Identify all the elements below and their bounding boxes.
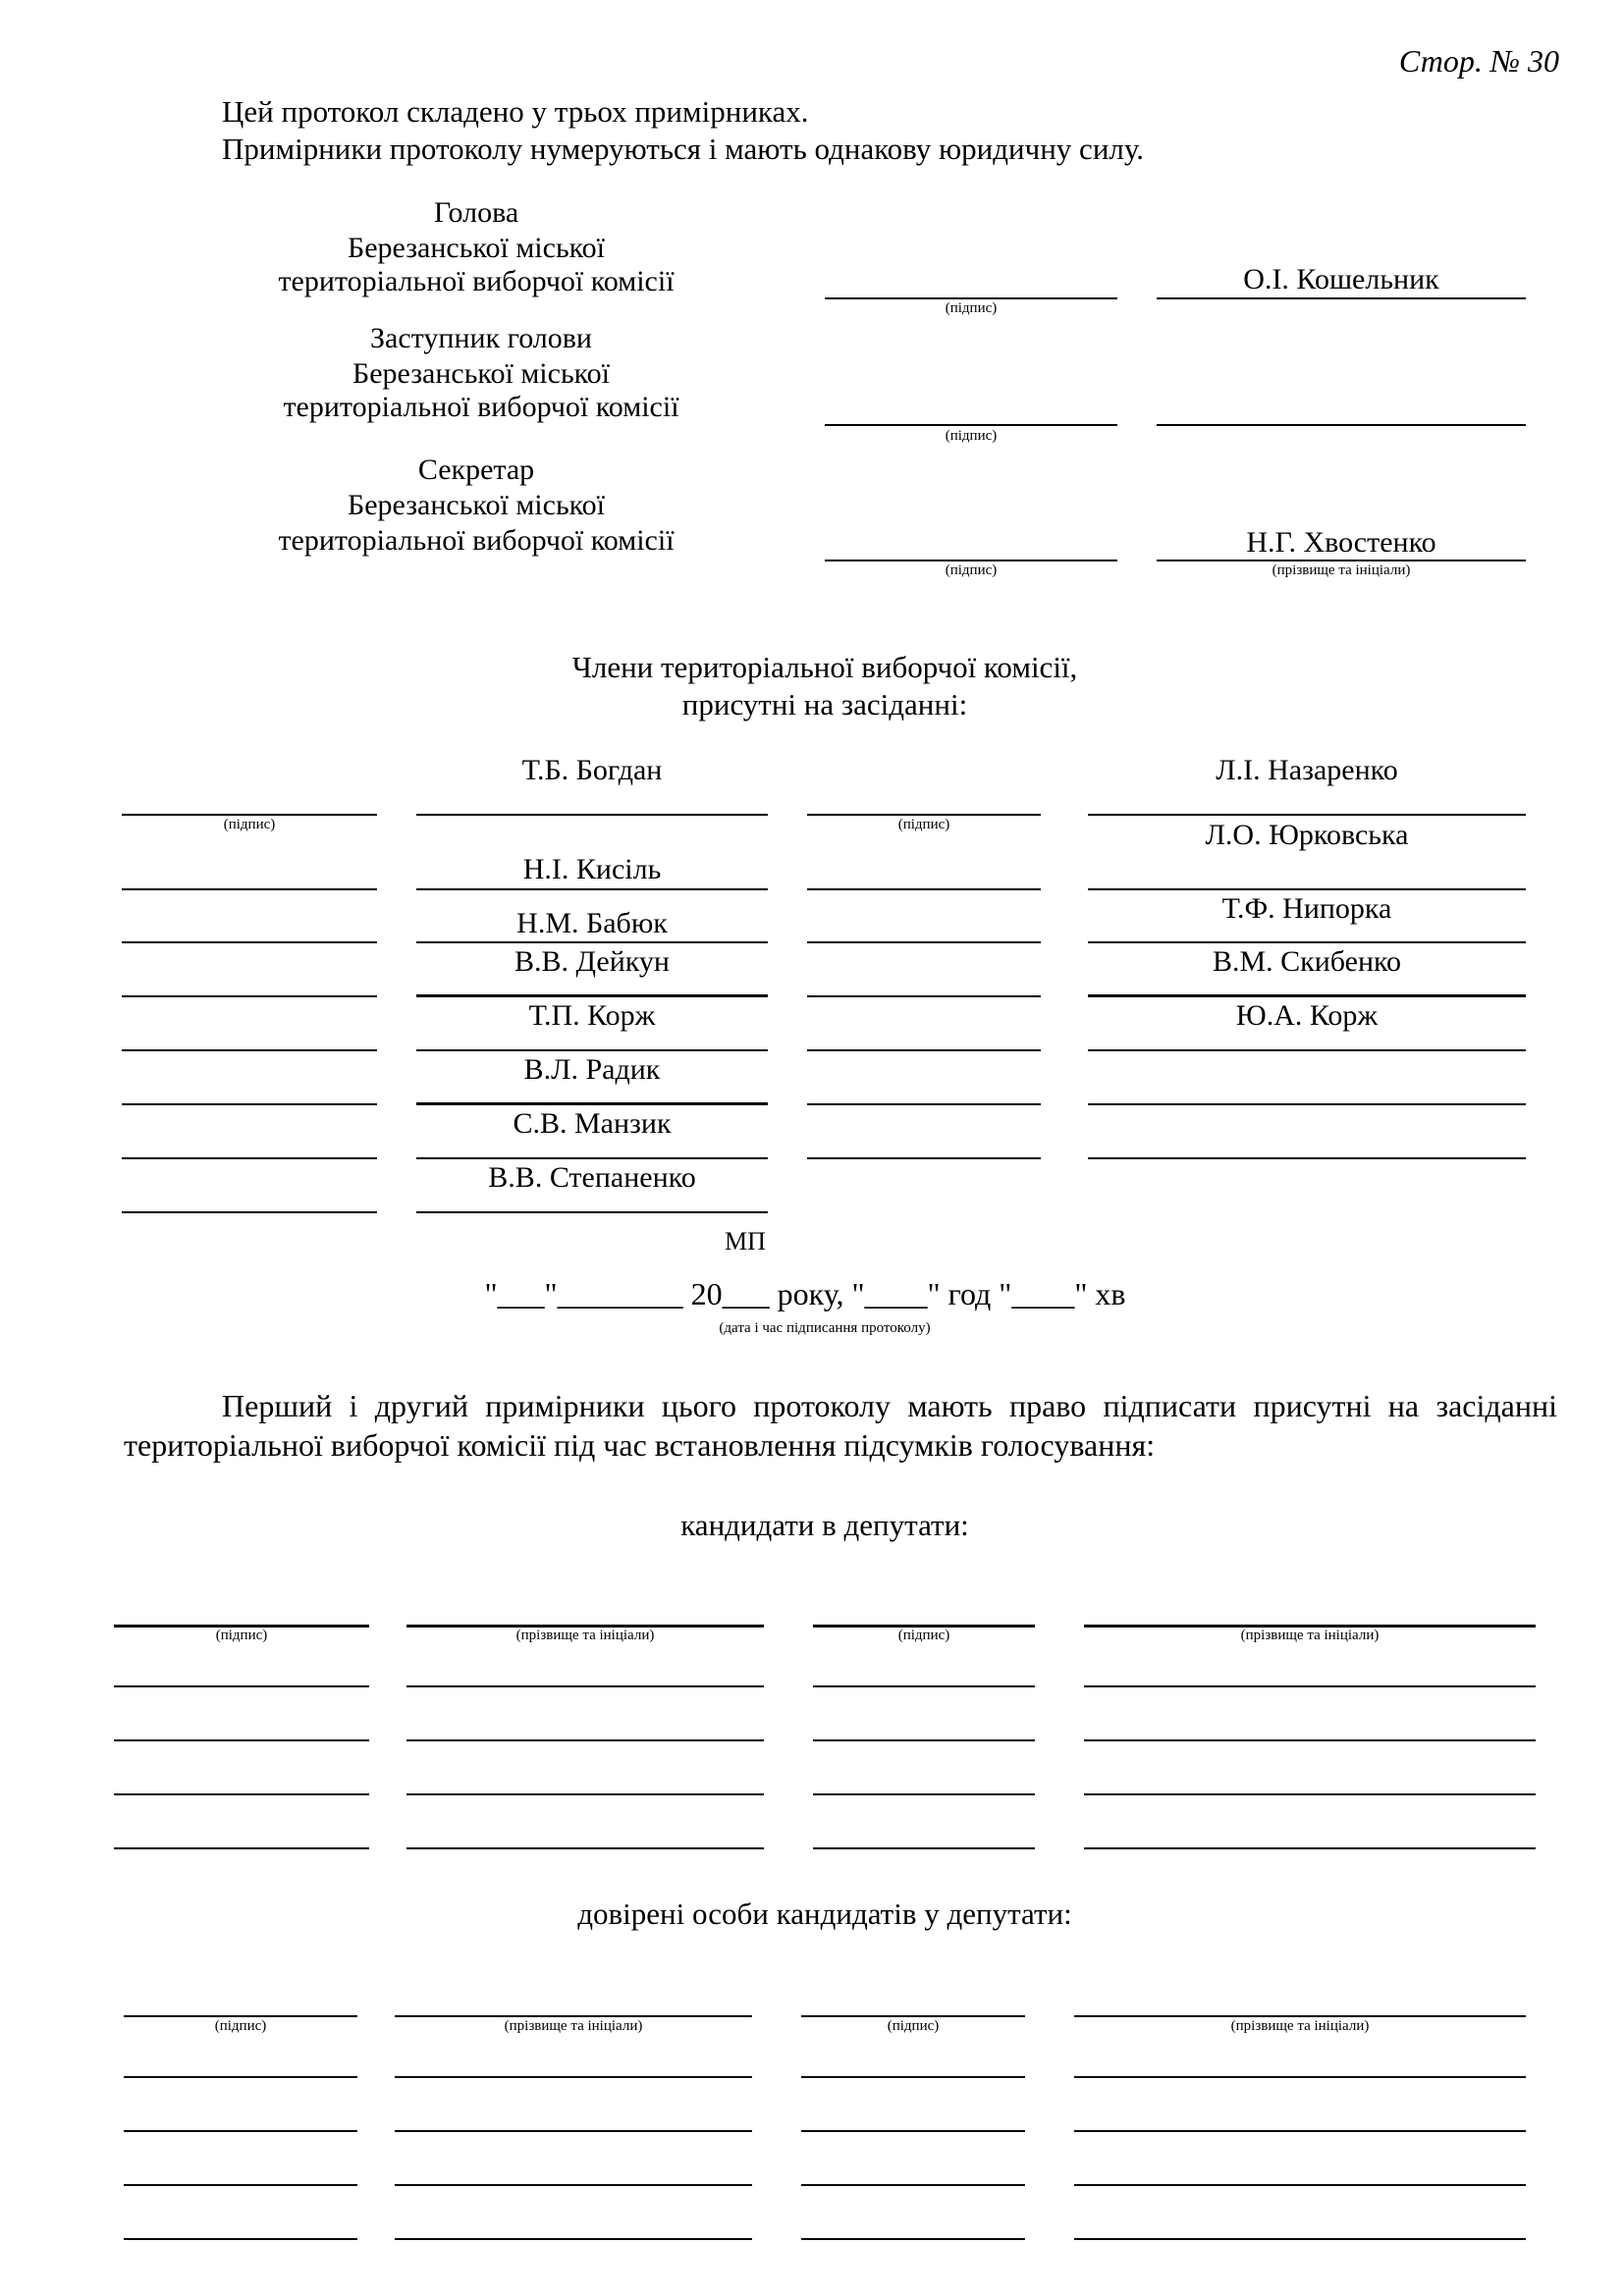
secretary-signature-line xyxy=(825,560,1117,561)
member-right-signature-line xyxy=(807,1103,1041,1105)
candidate-signature-line xyxy=(813,1685,1035,1687)
member-left-name: В.В. Степаненко xyxy=(488,1161,696,1194)
trusted-signature-line xyxy=(124,2076,357,2078)
candidate-name-caption: (прізвище та ініціали) xyxy=(515,1628,655,1643)
candidate-name-line xyxy=(1084,1793,1536,1795)
member-right-signature-line xyxy=(807,814,1041,816)
member-right-name-line xyxy=(1088,1103,1526,1105)
intro-line-2: Примірники протоколу нумеруються і мають однакову юридичну силу. xyxy=(222,132,1145,166)
chair-title-line-2: Березанської міської xyxy=(347,232,606,264)
candidate-signature-caption: (підпис) xyxy=(215,1628,268,1643)
rights-paragraph: Перший і другий примірники цього протоколу мають право підписати присутні на засіданні територіальної виборчої комісії під час встановлення підсумків голосування: xyxy=(124,1388,1557,1463)
trusted-name-line xyxy=(1074,2184,1526,2186)
member-right-signature-line xyxy=(807,941,1041,943)
trusted-name-line xyxy=(395,2238,752,2240)
candidate-signature-line xyxy=(114,1739,369,1741)
trusted-name-line xyxy=(1074,2015,1526,2017)
signing-datetime: "___"________ 20___ року, "____" год "____" хв xyxy=(484,1276,1126,1311)
candidate-signature-line xyxy=(114,1685,369,1687)
member-left-name: В.Л. Радик xyxy=(523,1053,661,1086)
member-right-name-line xyxy=(1088,1049,1526,1051)
member-left-signature-line xyxy=(122,1211,377,1213)
trusted-name-line xyxy=(395,2015,752,2017)
candidate-signature-line xyxy=(813,1739,1035,1741)
trusted-name-line xyxy=(1074,2076,1526,2078)
member-right-name: Л.І. Назаренко xyxy=(1216,754,1398,786)
chair-title-line-3: територіальної виборчої комісії xyxy=(278,265,675,297)
deputy-signature-line xyxy=(825,424,1117,426)
member-left-signature-line xyxy=(122,941,377,943)
stamp-label: МП xyxy=(725,1227,766,1255)
trusted-signature-line xyxy=(801,2184,1025,2186)
member-left-name-line xyxy=(416,1211,768,1213)
candidate-signature-line xyxy=(813,1793,1035,1795)
chair-name: О.І. Кошельник xyxy=(1243,263,1439,295)
member-right-signature-line xyxy=(807,1049,1041,1051)
candidate-name-line xyxy=(1084,1847,1536,1849)
candidate-name-line xyxy=(1084,1685,1536,1687)
trusted-name-line xyxy=(1074,2130,1526,2132)
trusted-signature-line xyxy=(124,2015,357,2017)
chair-name-line xyxy=(1157,297,1526,299)
signing-datetime-caption: (дата і час підписання протоколу) xyxy=(719,1320,931,1336)
candidate-signature-line xyxy=(114,1793,369,1795)
member-left-signature-line xyxy=(122,1049,377,1051)
page-number: Стор. № 30 xyxy=(1398,43,1559,79)
secretary-name-line xyxy=(1157,560,1526,561)
candidate-name-line xyxy=(406,1685,764,1687)
member-right-name-line xyxy=(1088,994,1526,997)
secretary-title-line-2: Березанської міської xyxy=(347,489,606,521)
candidate-signature-line xyxy=(114,1847,369,1849)
member-right-signature-line xyxy=(807,995,1041,997)
candidates-heading: кандидати в депутати: xyxy=(680,1508,969,1542)
trusted-name-line xyxy=(395,2076,752,2078)
member-right-name-line xyxy=(1088,941,1526,943)
candidate-signature-caption: (підпис) xyxy=(897,1628,950,1643)
member-left-signature-line xyxy=(122,995,377,997)
members-heading-line-2: присутні на засіданні: xyxy=(681,687,968,721)
member-left-name-line xyxy=(416,994,768,997)
chair-signature-caption: (підпис) xyxy=(945,300,998,316)
member-left-signature-line xyxy=(122,888,377,890)
trusted-signature-caption: (підпис) xyxy=(214,2018,267,2034)
trusted-name-line xyxy=(395,2184,752,2186)
trusted-signature-line xyxy=(124,2184,357,2186)
member-right-name: В.М. Скибенко xyxy=(1212,945,1402,978)
trusted-signature-line xyxy=(124,2238,357,2240)
candidate-signature-line xyxy=(813,1847,1035,1849)
secretary-name: Н.Г. Хвостенко xyxy=(1246,526,1436,559)
member-left-name: Т.Б. Богдан xyxy=(521,754,663,786)
secretary-signature-caption: (підпис) xyxy=(945,562,998,578)
member-left-name-line xyxy=(416,1102,768,1105)
candidate-name-line xyxy=(406,1847,764,1849)
member-right-name: Ю.А. Корж xyxy=(1235,999,1379,1032)
member-left-signature-line xyxy=(122,814,377,816)
member-right-signature-caption: (підпис) xyxy=(897,817,950,832)
candidate-name-caption: (прізвище та ініціали) xyxy=(1240,1628,1380,1643)
member-left-name: С.В. Манзик xyxy=(513,1107,672,1140)
intro-line-1: Цей протокол складено у трьох примірниках. xyxy=(222,94,809,129)
member-left-name: Н.І. Кисіль xyxy=(522,853,662,885)
trusted-name-caption: (прізвище та ініціали) xyxy=(504,2018,643,2034)
trusted-signature-caption: (підпис) xyxy=(887,2018,940,2034)
trusted-signature-line xyxy=(801,2238,1025,2240)
candidate-name-line xyxy=(1084,1739,1536,1741)
member-right-name-line xyxy=(1088,814,1526,816)
trusted-signature-line xyxy=(801,2130,1025,2132)
member-right-name: Л.О. Юрковська xyxy=(1205,819,1409,851)
member-right-signature-line xyxy=(807,888,1041,890)
deputy-title-line-2: Березанської міської xyxy=(352,357,611,390)
deputy-signature-caption: (підпис) xyxy=(945,428,998,444)
members-heading-line-1: Члени територіальної виборчої комісії, xyxy=(571,650,1078,684)
member-left-signature-caption: (підпис) xyxy=(223,817,276,832)
trusted-name-caption: (прізвище та ініціали) xyxy=(1230,2018,1370,2034)
secretary-name-caption: (прізвище та ініціали) xyxy=(1272,562,1411,578)
member-left-name-line xyxy=(416,814,768,816)
deputy-name-line xyxy=(1157,424,1526,426)
member-left-name: Т.П. Корж xyxy=(528,999,656,1032)
member-left-name-line xyxy=(416,1157,768,1159)
deputy-title-line-1: Заступник голови xyxy=(370,322,592,354)
deputy-title-line-3: територіальної виборчої комісії xyxy=(283,391,679,423)
trusted-name-line xyxy=(1074,2238,1526,2240)
member-left-name-line xyxy=(416,888,768,890)
member-right-signature-line xyxy=(807,1157,1041,1159)
member-left-name: В.В. Дейкун xyxy=(514,945,670,978)
trusted-name-line xyxy=(395,2130,752,2132)
candidate-name-line xyxy=(406,1793,764,1795)
trusted-signature-line xyxy=(124,2130,357,2132)
member-left-name-line xyxy=(416,1049,768,1051)
member-left-name-line xyxy=(416,941,768,943)
member-right-name-line xyxy=(1088,888,1526,890)
trusted-signature-line xyxy=(801,2015,1025,2017)
member-left-signature-line xyxy=(122,1157,377,1159)
secretary-title-line-1: Секретар xyxy=(417,454,535,486)
member-right-name: Т.Ф. Нипорка xyxy=(1221,892,1392,925)
trusted-signature-line xyxy=(801,2076,1025,2078)
member-left-signature-line xyxy=(122,1103,377,1105)
member-left-name: Н.М. Бабюк xyxy=(516,907,668,939)
chair-title-line-1: Голова xyxy=(433,196,519,229)
trusted-persons-heading: довірені особи кандидатів у депутати: xyxy=(577,1896,1072,1931)
chair-signature-line xyxy=(825,297,1117,299)
secretary-title-line-3: територіальної виборчої комісії xyxy=(278,524,675,557)
candidate-name-line xyxy=(406,1739,764,1741)
member-right-name-line xyxy=(1088,1157,1526,1159)
